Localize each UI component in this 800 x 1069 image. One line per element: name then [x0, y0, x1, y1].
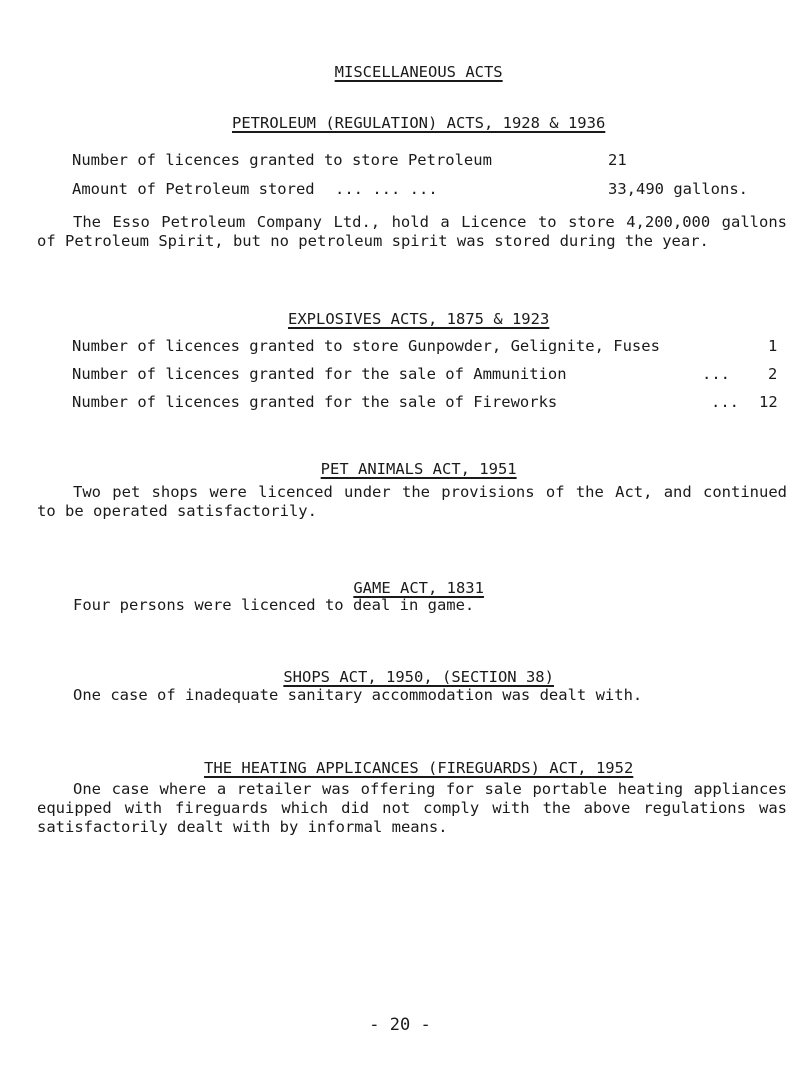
- petroleum-row-licences-value: 21: [608, 151, 627, 169]
- pet-animals-heading-text: PET ANIMALS ACT, 1951: [320, 460, 517, 478]
- petroleum-row-amount-label: Amount of Petroleum stored: [72, 180, 315, 198]
- shops-paragraph: One case of inadequate sanitary accommodation was dealt with.: [73, 686, 643, 704]
- petroleum-paragraph-text: The Esso Petroleum Company Ltd., hold a Licence to store 4,200,000 gallons of Petroleum Spirit, but no petroleum spirit was stored during the year.: [37, 213, 787, 250]
- explosives-row-fireworks-label: Number of licences granted for the sale of Fireworks: [72, 393, 558, 411]
- game-paragraph: Four persons were licenced to deal in game.: [73, 596, 475, 614]
- explosives-row-ammunition-label: Number of licences granted for the sale of Ammunition: [72, 365, 567, 383]
- heating-heading-text: THE HEATING APPLICANCES (FIREGUARDS) ACT, 1952: [204, 759, 634, 777]
- explosives-row-fireworks-value: 12: [759, 393, 778, 411]
- petroleum-row-licences-label: Number of licences granted to store Petroleum: [72, 151, 492, 169]
- shops-heading-text: SHOPS ACT, 1950, (SECTION 38): [283, 668, 554, 686]
- pet-animals-paragraph: [37, 483, 787, 521]
- explosives-row-fireworks-dots: ...: [711, 393, 739, 411]
- pet-animals-paragraph-text: Two pet shops were licenced under the provisions of the Act, and continued to be operated satisfactorily.: [37, 483, 787, 520]
- explosives-row-ammunition-dots: ...: [702, 365, 730, 383]
- petroleum-heading: [0, 96, 800, 150]
- petroleum-paragraph: [37, 213, 787, 251]
- game-heading-text: GAME ACT, 1831: [353, 579, 484, 597]
- explosives-row-store-label: Number of licences granted to store Gunpowder, Gelignite, Fuses: [72, 337, 660, 355]
- heating-paragraph-text: One case where a retailer was offering for sale portable heating appliances equipped with fireguards which did not comply with the above regulations was satisfactorily dealt with by informal means.: [37, 780, 787, 836]
- explosives-heading-text: EXPLOSIVES ACTS, 1875 & 1923: [288, 310, 550, 328]
- explosives-row-store-value: 1: [768, 337, 778, 355]
- petroleum-heading-text: PETROLEUM (REGULATION) ACTS, 1928 & 1936: [232, 114, 606, 132]
- petroleum-row-amount-value: 33,490 gallons.: [608, 180, 748, 198]
- petroleum-row-amount-dots: ... ... ...: [335, 180, 438, 198]
- main-title: [0, 45, 800, 99]
- page-number: - 20 -: [369, 1015, 431, 1035]
- main-title-text: MISCELLANEOUS ACTS: [334, 63, 503, 81]
- explosives-row-ammunition-value: 2: [768, 365, 778, 383]
- heating-paragraph: [37, 780, 787, 837]
